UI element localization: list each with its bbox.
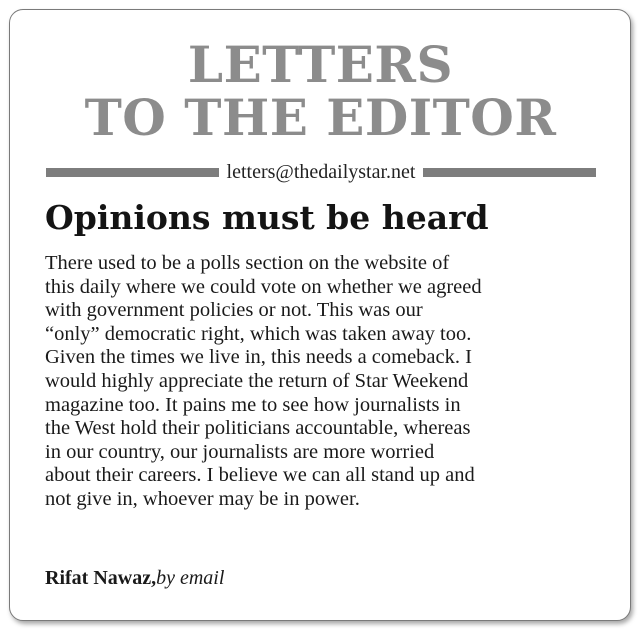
left-rule-bar bbox=[46, 168, 219, 177]
editor-email: letters@thedailystar.net bbox=[226, 160, 416, 183]
letter-body-line: magazine too. It pains me to see how journalists in bbox=[45, 393, 461, 416]
letter-body-line: not give in, whoever may be in power. bbox=[45, 487, 360, 510]
letter-body-line: this daily where we could vote on whether we agreed bbox=[45, 275, 482, 298]
email-rule-row bbox=[46, 160, 596, 184]
submission-method: by email bbox=[156, 567, 225, 589]
letter-body-line: with government policies or not. This was our bbox=[45, 299, 423, 322]
masthead-line-1: LETTERS bbox=[187, 35, 454, 94]
letter-body-line: about their careers. I believe we can all stand up and bbox=[45, 464, 475, 487]
letter-signature bbox=[45, 567, 224, 590]
letter-body-line: “only” democratic right, which was taken away too. bbox=[45, 322, 472, 345]
right-rule-bar bbox=[423, 168, 596, 177]
letter-body-line: There used to be a polls section on the website of bbox=[45, 252, 450, 274]
masthead-line-2: TO THE EDITOR bbox=[84, 88, 557, 147]
letter-body-line: in our country, our journalists are more worried bbox=[45, 440, 435, 463]
letter-body-line: would highly appreciate the return of Star Weekend bbox=[45, 369, 469, 392]
letter-body-line: the West hold their politicians accountable, whereas bbox=[45, 417, 471, 440]
author-name: Rifat Nawaz, bbox=[45, 567, 157, 589]
letter-body bbox=[45, 252, 625, 512]
letter-headline: Opinions must be heard bbox=[45, 198, 489, 237]
letter-body-line: Given the times we live in, this needs a comeback. I bbox=[45, 346, 472, 369]
